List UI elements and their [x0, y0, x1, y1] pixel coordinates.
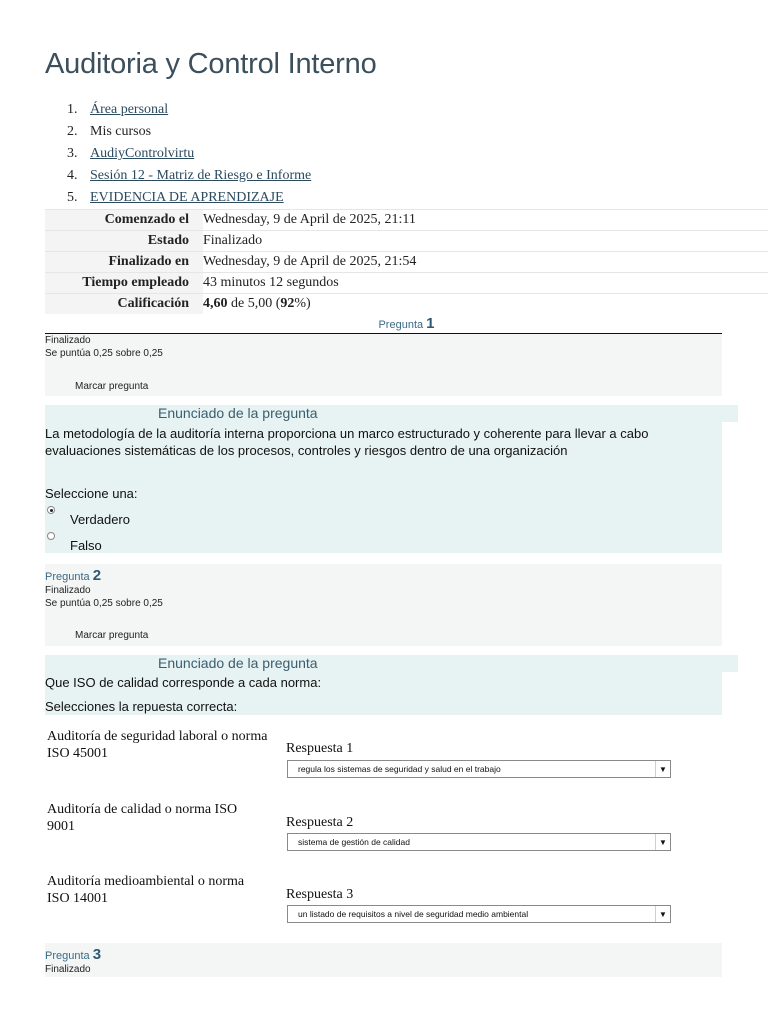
- question-state: Finalizado: [45, 964, 91, 975]
- breadcrumb-item: [67, 188, 311, 210]
- answer-3-label: Respuesta 3: [286, 887, 354, 902]
- summary-label: Tiempo empleado: [45, 273, 203, 294]
- question-2-enunciado: [45, 655, 738, 672]
- summary-label: Comenzado el: [45, 210, 203, 231]
- select-value: regula los sistemas de seguridad y salud en el trabajo: [298, 764, 501, 774]
- question-3-info: [45, 943, 722, 977]
- grade-percent: 92: [280, 296, 295, 311]
- page-title: Auditoria y Control Interno: [45, 48, 377, 80]
- option-verdadero-radio[interactable]: [47, 506, 55, 514]
- attempt-summary-table: [45, 209, 768, 314]
- breadcrumb-number: 3.: [67, 146, 78, 161]
- breadcrumb-number: 1.: [67, 102, 78, 117]
- question-2-text: Que ISO de calidad corresponde a cada norma:: [45, 675, 322, 690]
- breadcrumb-link-area-personal[interactable]: Área personal: [90, 102, 169, 117]
- option-verdadero-label[interactable]: Verdadero: [70, 512, 130, 527]
- enunciado-heading: Enunciado de la pregunta: [158, 405, 318, 421]
- breadcrumb-link-session[interactable]: Sesión 12 - Matriz de Riesgo e Informe: [90, 168, 312, 183]
- question-label: Pregunta: [378, 319, 427, 331]
- match-item-3: Auditoría medioambiental o norma ISO 14001: [47, 874, 245, 906]
- summary-row-started: [45, 210, 768, 231]
- summary-value: Finalizado: [203, 231, 768, 252]
- question-state: Finalizado: [45, 335, 91, 346]
- chevron-down-icon[interactable]: ▼: [655, 761, 670, 777]
- breadcrumb: [67, 100, 311, 210]
- summary-value: Wednesday, 9 de April de 2025, 21:54: [203, 252, 768, 273]
- flag-question-button[interactable]: Marcar pregunta: [75, 630, 149, 641]
- summary-label: Finalizado en: [45, 252, 203, 273]
- question-number: 2: [92, 567, 102, 584]
- option-falso-radio[interactable]: [47, 532, 55, 540]
- question-mark: Se puntúa 0,25 sobre 0,25: [45, 348, 163, 359]
- summary-row-time: [45, 273, 768, 294]
- summary-value: 43 minutos 12 segundos: [203, 273, 768, 294]
- flag-question-button[interactable]: Marcar pregunta: [75, 381, 149, 392]
- answer-3-select[interactable]: [287, 905, 671, 923]
- option-falso-label[interactable]: Falso: [70, 538, 102, 553]
- question-label: Pregunta: [45, 950, 93, 962]
- breadcrumb-number: 2.: [67, 124, 78, 139]
- enunciado-heading: Enunciado de la pregunta: [158, 655, 318, 671]
- question-2-number: [45, 567, 101, 584]
- question-1-enunciado: [45, 405, 738, 422]
- question-number: 1: [426, 315, 435, 332]
- chevron-down-icon[interactable]: ▼: [655, 834, 670, 850]
- question-1-info: [45, 334, 722, 396]
- breadcrumb-link-evidence[interactable]: EVIDENCIA DE APRENDIZAJE: [90, 190, 284, 205]
- question-2-prompt: Selecciones la repuesta correcta:: [45, 699, 238, 714]
- answer-1-select[interactable]: [287, 760, 671, 778]
- breadcrumb-mis-cursos: Mis cursos: [90, 124, 152, 139]
- summary-row-state: [45, 231, 768, 252]
- question-1-text: La metodología de la auditoría interna proporciona un marco estructurado y coherente para llevar a cabo evaluaciones sistemáticas de los procesos, controles y riesgos dentro de una organización: [45, 426, 649, 458]
- question-number: 3: [92, 946, 102, 963]
- match-item-2: Auditoría de calidad o norma ISO 9001: [47, 802, 238, 834]
- breadcrumb-item: [67, 100, 311, 122]
- question-2-info: [45, 564, 722, 646]
- chevron-down-icon[interactable]: ▼: [655, 906, 670, 922]
- summary-row-grade: [45, 294, 768, 315]
- select-value: un listado de requisitos a nivel de seguridad medio ambiental: [298, 909, 529, 919]
- grade-close: %): [294, 296, 311, 311]
- match-item-1: Auditoría de seguridad laboral o norma ISO 45001: [47, 729, 268, 761]
- select-value: sistema de gestión de calidad: [298, 837, 410, 847]
- question-1-prompt: Seleccione una:: [45, 486, 138, 501]
- breadcrumb-item: [67, 166, 311, 188]
- question-state: Finalizado: [45, 585, 91, 596]
- breadcrumb-number: 5.: [67, 190, 78, 205]
- question-label: Pregunta: [45, 571, 93, 583]
- answer-2-label: Respuesta 2: [286, 815, 354, 830]
- summary-grade-value: [203, 294, 768, 315]
- question-1-number: [45, 315, 768, 332]
- breadcrumb-link-course[interactable]: AudiyControlvirtu: [90, 146, 195, 161]
- summary-label: Estado: [45, 231, 203, 252]
- summary-row-finished: [45, 252, 768, 273]
- breadcrumb-item: [67, 144, 311, 166]
- grade-score: 4,60: [203, 296, 228, 311]
- question-mark: Se puntúa 0,25 sobre 0,25: [45, 598, 163, 609]
- breadcrumb-number: 4.: [67, 168, 78, 183]
- breadcrumb-item: [67, 122, 311, 144]
- answer-1-label: Respuesta 1: [286, 741, 354, 756]
- question-3-number: [45, 946, 101, 963]
- grade-of: de 5,00 (: [227, 296, 281, 311]
- summary-value: Wednesday, 9 de April de 2025, 21:11: [203, 210, 768, 231]
- answer-2-select[interactable]: [287, 833, 671, 851]
- summary-label: Calificación: [45, 294, 203, 315]
